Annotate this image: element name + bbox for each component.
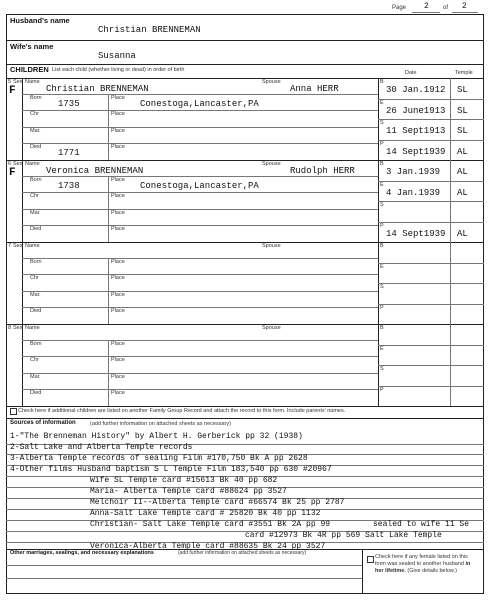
female-sealed-text-details: (Give details below.) [407, 568, 457, 574]
place-label: Place [111, 259, 125, 265]
other-line-2 [6, 578, 362, 579]
ordinance-letter: B [380, 79, 384, 85]
sex-column-divider [22, 242, 23, 324]
children-title: CHILDREN [10, 65, 49, 74]
source-entry: Anna-Salt Lake Temple card # 25820 Bk 40 pp 1132 [90, 509, 321, 518]
page-label: Page [392, 5, 407, 11]
born-label: Born [30, 341, 42, 347]
sex-label: Sex [13, 243, 23, 249]
ordinance-row-divider [378, 201, 484, 202]
died-label: Died [30, 390, 42, 397]
place-label: Place [111, 226, 125, 233]
date-column-header: Date [405, 70, 417, 76]
child-block-top [6, 160, 484, 161]
ordinance-row-divider [378, 345, 484, 346]
ordinance-p-date[interactable]: 14 Sept1939 [386, 228, 446, 239]
ordinance-s-date[interactable]: 11 Sept1913 [386, 126, 446, 136]
ordinance-row-divider [378, 365, 484, 366]
ordinance-s-temple[interactable]: SL [457, 126, 468, 136]
name-label: Name [25, 161, 40, 167]
died-label: Died [30, 144, 42, 151]
child-block-bottom [6, 406, 484, 407]
child-number: 8 [8, 325, 12, 331]
source-entry: Melchoir II--Alberta Temple card #66574 Bk 25 pp 2787 [90, 498, 345, 507]
other-marriages-label: Other marriages, sealings, and necessary explanations [10, 550, 154, 556]
female-sealed-text [375, 554, 480, 575]
sex-label: Sex [13, 325, 23, 331]
temple-column-header: Temple [455, 70, 473, 76]
ordinance-letter: B [380, 325, 384, 331]
sources-sublabel: (add further information on attached sheets as necessary) [90, 421, 231, 427]
ordinance-b-temple[interactable]: SL [457, 85, 468, 95]
chr-label: Chr [30, 357, 39, 364]
row-divider [22, 291, 378, 292]
page-number: 2 [424, 2, 429, 11]
ordinance-row-divider [378, 283, 484, 284]
place-label: Place [111, 177, 125, 183]
died-label: Died [30, 308, 42, 315]
ordinance-b-date[interactable]: 3 Jan.1939 [386, 167, 441, 177]
source-entry: 4-Other films Husband baptism S L Temple Film 183,540 pp 630 #20967 [10, 465, 332, 474]
source-entry: Veronica-Alberta Temple card #88635 Bk 24 pp 3527 [90, 542, 326, 551]
spouse-label: Spouse [262, 161, 281, 167]
spouse-label: Spouse [262, 325, 281, 331]
source-entry: 3-Alberta Temple records of sealing Film #170,750 Bk A pp 2628 [10, 454, 308, 463]
page-total-line [452, 12, 478, 13]
ordinance-row-divider [378, 119, 484, 120]
ordinance-letter: B [380, 243, 384, 249]
ordinance-letter: E [380, 345, 384, 352]
ordinance-p-date[interactable]: 14 Sept1939 [386, 146, 446, 157]
child-number: 5 [8, 79, 12, 85]
ordinance-letter: P [380, 304, 384, 311]
place-label: Place [111, 111, 125, 118]
spouse-label: Spouse [262, 243, 281, 249]
source-entry: 2-Salt Lake and Alberta Temple records [10, 443, 193, 452]
row-divider [22, 356, 378, 357]
place-label: Place [111, 308, 125, 315]
sex-column-divider [22, 78, 23, 160]
row-divider [22, 389, 378, 390]
child-block-top [6, 242, 484, 243]
other-box-divider [362, 549, 363, 594]
place-label: Place [111, 144, 125, 151]
name-row-bottom [22, 94, 378, 95]
child-block-top [6, 78, 484, 79]
died-date[interactable]: 1771 [58, 148, 80, 159]
page-number-line [412, 12, 440, 13]
husband-name[interactable]: Christian BRENNEMAN [98, 25, 201, 35]
born-place[interactable]: Conestoga,Lancaster,PA [140, 99, 259, 109]
child-spouse[interactable]: Rudolph HERR [290, 166, 355, 176]
place-label: Place [111, 127, 125, 134]
place-label: Place [111, 291, 125, 298]
mar-label: Mar. [30, 291, 41, 298]
name-label: Name [25, 79, 40, 85]
row-divider [22, 373, 378, 374]
ordinance-letter: E [380, 263, 384, 270]
ordinance-row-divider [378, 140, 484, 141]
divider-sources [6, 418, 484, 419]
child-number: 7 [8, 243, 12, 249]
ordinance-row-divider [378, 386, 484, 387]
ordinance-letter: S [380, 366, 384, 372]
born-label: Born [30, 177, 42, 183]
place-label: Place [111, 209, 125, 216]
ordinance-e-temple[interactable]: SL [457, 105, 468, 116]
place-label: Place [111, 193, 125, 200]
wife-label: Wife's name [10, 42, 54, 51]
page-of-label: of [443, 5, 449, 11]
additional-children-checkbox[interactable] [10, 408, 17, 415]
sex-label: Sex [13, 79, 23, 85]
place-label: Place [111, 390, 125, 397]
sources-label: Sources of information [10, 420, 76, 426]
born-date[interactable]: 1735 [58, 99, 80, 109]
row-divider [22, 143, 378, 144]
female-sealed-text-bold: in her lifetime. [375, 561, 471, 574]
ordinance-p-temple[interactable]: AL [457, 146, 468, 157]
place-label: Place [111, 357, 125, 364]
source-entry: Wife SL Temple card #15613 Bk 40 pp 682 [90, 476, 278, 485]
born-label: Born [30, 259, 42, 265]
place-label: Place [111, 275, 125, 282]
ordinance-letter: P [380, 140, 384, 147]
child-spouse[interactable]: Anna HERR [290, 84, 339, 94]
child-block-top [6, 324, 484, 325]
row-divider [22, 192, 378, 193]
mar-label: Mar. [30, 373, 41, 380]
page-total: 2 [462, 2, 467, 11]
child-sex[interactable]: F [9, 167, 16, 179]
female-sealed-checkbox[interactable] [367, 556, 374, 563]
ordinance-b-temple[interactable]: AL [457, 167, 468, 177]
other-line-1 [6, 565, 362, 566]
wife-name[interactable]: Susanna [98, 51, 136, 61]
ordinance-letter: S [380, 120, 384, 126]
row-divider [22, 307, 378, 308]
died-label: Died [30, 226, 42, 233]
child-number: 6 [8, 161, 12, 167]
chr-label: Chr [30, 111, 39, 118]
female-sealed-text-main: Check here if any female listed on this form was sealed to another husband [375, 554, 468, 567]
sex-column-divider [22, 160, 23, 242]
ordinance-letter: E [380, 99, 384, 106]
row-divider [22, 225, 378, 226]
ordinance-p-temple[interactable]: AL [457, 228, 468, 239]
sex-label: Sex [13, 161, 23, 167]
name-label: Name [25, 243, 40, 249]
ordinance-row-divider [378, 99, 484, 100]
ordinance-e-date[interactable]: 4 Jan.1939 [386, 187, 441, 198]
name-row-bottom [22, 176, 378, 177]
divider-wife [6, 64, 484, 65]
row-divider [22, 127, 378, 128]
ordinance-letter: S [380, 284, 384, 290]
chr-label: Chr [30, 193, 39, 200]
spouse-label: Spouse [262, 79, 281, 85]
ordinance-e-date[interactable]: 26 June1913 [386, 105, 446, 116]
ordinance-letter: B [380, 161, 384, 167]
ordinance-letter: E [380, 181, 384, 188]
name-label: Name [25, 325, 40, 331]
source-entry-continuation: sealed to wife 11 Se [373, 520, 470, 529]
source-entry: card #12973 Bk 4R pp 569 Salt Lake Temple [245, 531, 442, 540]
ordinance-letter: P [380, 386, 384, 393]
ordinance-row-divider [378, 181, 484, 182]
row-divider [22, 209, 378, 210]
ordinance-e-temple[interactable]: AL [457, 187, 468, 198]
mar-label: Mar. [30, 209, 41, 216]
mar-label: Mar. [30, 127, 41, 134]
source-entry: Christian- Salt Lake Temple card #3551 Bk 2A pp 99 [90, 520, 331, 529]
place-label: Place [111, 341, 125, 347]
ordinance-letter: P [380, 222, 384, 229]
divider-husband [6, 40, 484, 41]
husband-label: Husband's name [10, 16, 70, 25]
child-name[interactable]: Christian BRENNEMAN [46, 84, 149, 94]
ordinance-row-divider [378, 222, 484, 223]
name-row-bottom [22, 258, 378, 259]
source-entry: Maria- Alberta Temple card #88624 pp 3527 [90, 487, 287, 496]
place-label: Place [111, 95, 125, 101]
ordinance-b-date[interactable]: 30 Jan.1912 [386, 85, 446, 95]
place-label: Place [111, 373, 125, 380]
child-name[interactable]: Veronica BRENNEMAN [46, 166, 144, 176]
other-marriages-sublabel: (add further information on attached sheets as necessary) [178, 550, 307, 556]
additional-children-text: Check here if additional children are listed on another Family Group Record and attach the record to this form. Include parents' names. [18, 408, 346, 414]
child-sex[interactable]: F [9, 85, 16, 97]
chr-label: Chr [30, 275, 39, 282]
ordinance-row-divider [378, 304, 484, 305]
born-place[interactable]: Conestoga,Lancaster,PA [140, 181, 259, 191]
children-subtitle: List each child (whether living or dead) in order of birth [52, 67, 185, 73]
name-row-bottom [22, 340, 378, 341]
sex-column-divider [22, 324, 23, 406]
ordinance-row-divider [378, 263, 484, 264]
ordinance-letter: S [380, 202, 384, 208]
born-date[interactable]: 1738 [58, 181, 80, 191]
row-divider [22, 274, 378, 275]
born-label: Born [30, 95, 42, 101]
source-entry: 1-"The Brenneman History" by Albert H. Gerberick pp 32 (1938) [10, 432, 303, 441]
row-divider [22, 110, 378, 111]
